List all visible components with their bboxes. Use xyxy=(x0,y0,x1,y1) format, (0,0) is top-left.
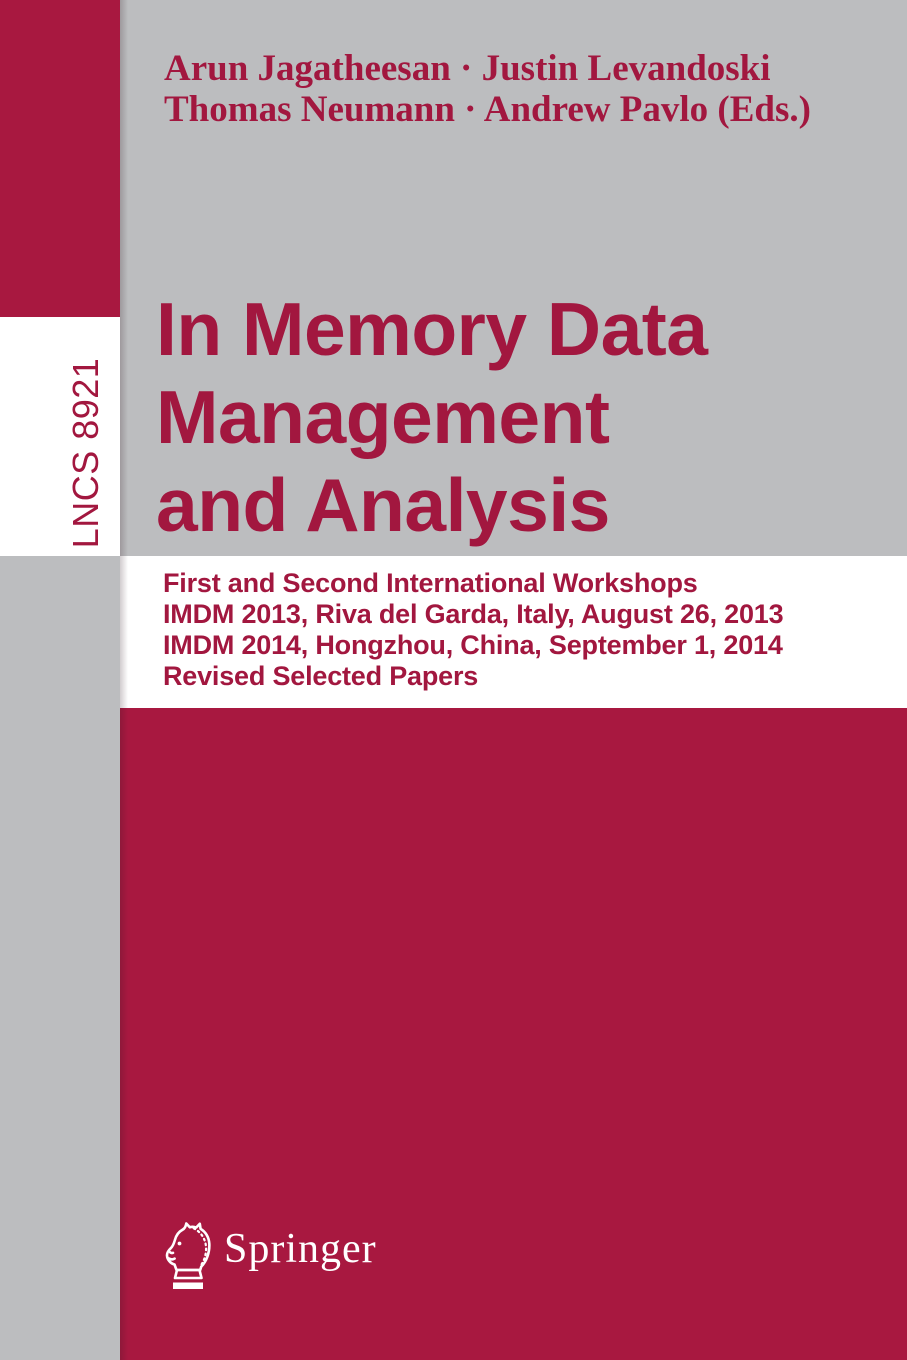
book-title xyxy=(156,285,707,549)
title-line: and Analysis xyxy=(156,463,610,547)
subtitle-line: Revised Selected Papers xyxy=(163,661,479,691)
springer-wordmark: Springer xyxy=(224,1226,377,1272)
editors-line-2: Thomas Neumann · Andrew Pavlo (Eds.) xyxy=(164,89,811,130)
title-line: Management xyxy=(156,375,610,459)
subtitle-line: First and Second International Workshops xyxy=(163,568,698,598)
subtitle-block xyxy=(163,568,783,692)
subtitle-line: IMDM 2014, Hongzhou, China, September 1, 2014 xyxy=(163,630,783,660)
lncs-series-label: LNCS 8921 xyxy=(65,357,106,549)
subtitle-line: IMDM 2013, Riva del Garda, Italy, August 26, 2013 xyxy=(163,599,784,629)
title-line: In Memory Data xyxy=(156,287,708,371)
springer-horse-icon xyxy=(160,1218,212,1290)
editors-line-1: Arun Jagatheesan · Justin Levandoski xyxy=(164,48,771,89)
editors-block xyxy=(164,48,811,130)
spine-red-block xyxy=(0,0,120,317)
springer-logo xyxy=(160,1218,580,1298)
